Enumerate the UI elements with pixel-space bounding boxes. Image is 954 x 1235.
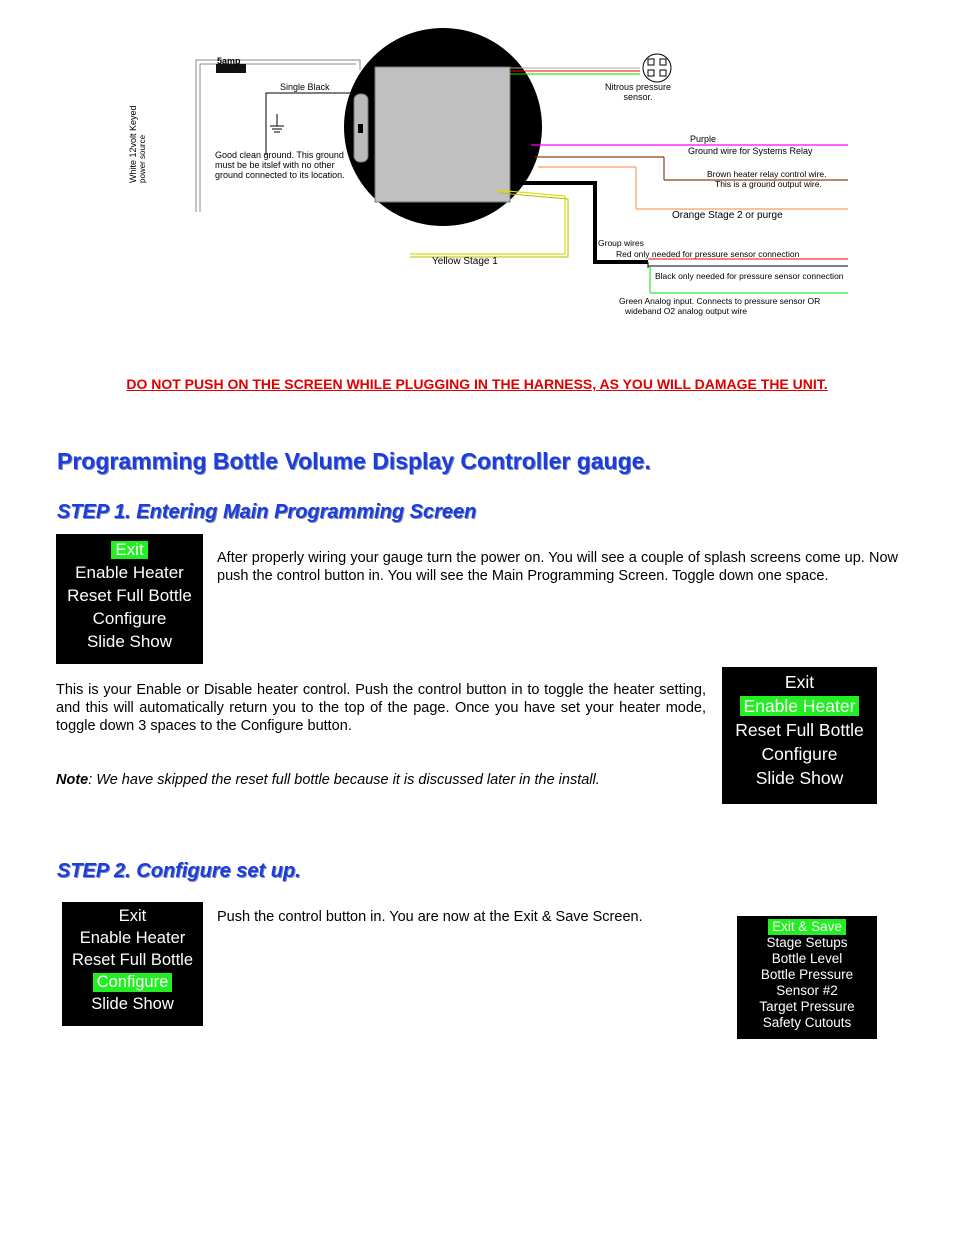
purple-label: Purple — [690, 134, 717, 144]
single-black-label: Single Black — [280, 82, 330, 92]
fuse-label: 5amp — [217, 56, 241, 66]
menu-item-target-pressure: Target Pressure — [759, 999, 855, 1014]
menu-item-enable-heater: Enable Heater — [722, 694, 877, 718]
note-text — [56, 771, 706, 789]
ground-wire — [266, 93, 355, 155]
step2-text: Push the control button in. You are now at the Exit & Save Screen. — [217, 909, 643, 925]
step2-heading: STEP 2. Configure set up. — [57, 860, 301, 882]
menu-item-configure: Configure — [761, 744, 838, 764]
group-wires-label: Group wires — [598, 238, 644, 248]
menu-item-reset-full-bottle: Reset Full Bottle — [67, 586, 192, 605]
black-only-label: Black only needed for pressure sensor connection — [655, 271, 844, 281]
heater-menu-screen — [722, 667, 877, 804]
menu-item-sensor-2: Sensor #2 — [776, 983, 838, 998]
menu-item-configure: Configure — [92, 609, 167, 628]
menu-item-bottle-level: Bottle Level — [771, 951, 843, 966]
purple-desc: Ground wire for Systems Relay — [688, 146, 813, 156]
menu-item-slide-show: Slide Show — [86, 632, 173, 651]
menu-item-stage-setups: Stage Setups — [766, 935, 848, 950]
green-label: Green Analog input. Connects to pressure sensor OR wideband O2 analog output wire — [619, 296, 821, 316]
menu-item-reset-full-bottle: Reset Full Bottle — [735, 720, 864, 740]
power-source-label: White 12volt Keyed power source — [128, 105, 147, 183]
step1-heading: STEP 1. Entering Main Programming Screen — [57, 501, 477, 523]
heater-text: This is your Enable or Disable heater control. Push the control button in to toggle the heater setting, and this will automatically return you to the top of the page. Once you have set your heater mode, toggle down 3 spaces to the Configure button. — [56, 682, 706, 734]
menu-item-enable-heater: Enable Heater — [79, 929, 186, 947]
menu-item-safety-cutouts: Safety Cutouts — [762, 1015, 852, 1030]
menu-item-exit: Exit — [118, 907, 147, 925]
note-body: : We have skipped the reset full bottle because it is discussed later in the install. — [88, 772, 600, 788]
ground-note: Good clean ground. This ground must be be itslef with no other ground connected to its location. — [215, 150, 345, 180]
power-wire — [196, 60, 360, 212]
warning-text: DO NOT PUSH ON THE SCREEN WHILE PLUGGING IN THE HARNESS, AS YOU WILL DAMAGE THE UNIT. — [126, 376, 828, 392]
save-menu-screen — [737, 916, 877, 1039]
menu-item-enable-heater: Enable Heater — [75, 563, 184, 582]
brown-label: Brown heater relay control wire. This is a ground output wire. — [707, 169, 827, 189]
orange-label: Orange Stage 2 or purge — [672, 210, 783, 221]
gauge-screen — [375, 67, 510, 202]
menu-item-slide-show: Slide Show — [755, 768, 844, 788]
menu-item-reset-full-bottle: Reset Full Bottle — [71, 951, 194, 969]
menu-item-exit-save: Exit & Save — [737, 919, 877, 935]
yellow-label: Yellow Stage 1 — [432, 256, 498, 267]
menu-item-slide-show: Slide Show — [91, 995, 174, 1013]
ground-symbol-icon — [270, 114, 284, 132]
menu-item-bottle-pressure: Bottle Pressure — [760, 967, 854, 982]
step1-text: After properly wiring your gauge turn the power on. You will see a couple of splash screens come up. Now push the control button in. You will see the Main Programming Screen. Toggle down one space. — [217, 550, 898, 584]
menu-item-exit: Exit — [56, 538, 203, 561]
menu-item-configure: Configure — [62, 971, 203, 993]
note-label: Note — [56, 772, 89, 788]
wiring-diagram — [0, 0, 954, 330]
page-title: Programming Bottle Volume Display Controller gauge. — [57, 448, 651, 474]
nitrous-sensor-icon — [643, 54, 671, 82]
step2-menu-screen — [62, 902, 203, 1026]
red-only-label: Red only needed for pressure sensor connection — [616, 249, 800, 259]
nitrous-sensor-label: Nitrous pressure sensor. — [604, 82, 672, 102]
menu-item-exit: Exit — [784, 672, 815, 692]
step1-menu-screen — [56, 534, 203, 664]
